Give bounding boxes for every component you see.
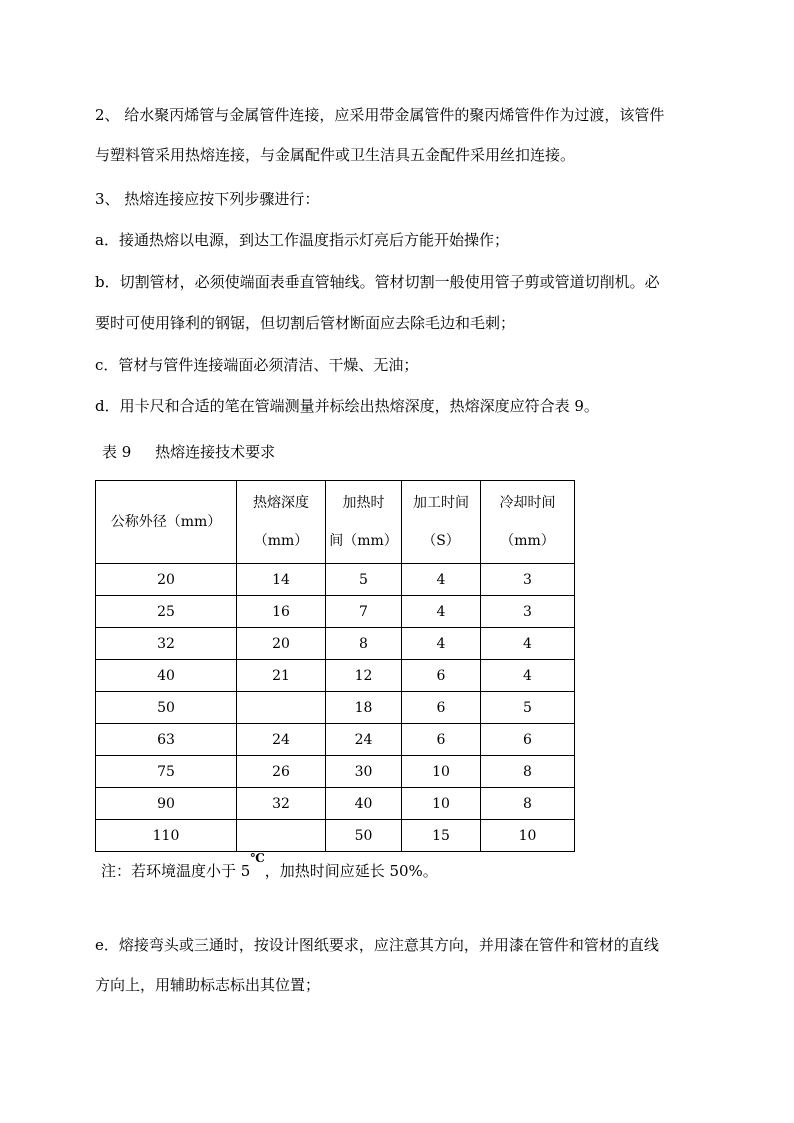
header-nominal-diameter: 公称外径（mm） [96,481,237,564]
cell-processing-time: 4 [402,628,481,660]
cell-fusion-depth: 16 [237,596,326,628]
fusion-spec-table [95,480,575,852]
cell-cooling-time: 8 [481,756,575,788]
paragraph-e-line-1: e．熔接弯头或三通时，按设计图纸要求，应注意其方向，并用漆在管件和管材的直线 [95,936,659,954]
header-fusion-depth: 热熔深度 （mm） [237,481,326,564]
table-row [96,724,575,756]
cell-processing-time: 6 [402,660,481,692]
table-header-row [96,481,575,564]
cell-heating-time: 18 [326,692,402,724]
cell-fusion-depth: 26 [237,756,326,788]
cell-cooling-time: 3 [481,596,575,628]
header-cooling-time: 冷却时间 （mm） [481,481,575,564]
header-heating-time: 加热时 间（mm） [326,481,402,564]
cell-cooling-time: 4 [481,660,575,692]
paragraph-b-line-2: 要时可使用锋利的钢锯，但切割后管材断面应去除毛边和毛刺； [95,314,516,332]
cell-nominal-diameter: 32 [96,628,237,660]
celsius-unit: ℃ [250,851,265,865]
cell-processing-time: 10 [402,756,481,788]
cell-nominal-diameter: 40 [96,660,237,692]
cell-nominal-diameter: 63 [96,724,237,756]
cell-fusion-depth: 24 [237,724,326,756]
table-row [96,660,575,692]
cell-processing-time: 6 [402,692,481,724]
paragraph-c: c．管材与管件连接端面必须清洁、干燥、无油； [95,356,419,374]
table-row [96,692,575,724]
cell-heating-time: 40 [326,788,402,820]
cell-fusion-depth: 20 [237,628,326,660]
cell-cooling-time: 5 [481,692,575,724]
cell-heating-time: 30 [326,756,402,788]
cell-processing-time: 6 [402,724,481,756]
cell-cooling-time: 3 [481,564,575,596]
paragraph-e-line-2: 方向上，用辅助标志标出其位置； [95,976,321,994]
cell-processing-time: 4 [402,596,481,628]
cell-processing-time: 10 [402,788,481,820]
cell-cooling-time: 10 [481,820,575,852]
table-row [96,788,575,820]
table-row [96,596,575,628]
cell-heating-time: 12 [326,660,402,692]
table-row [96,820,575,852]
cell-processing-time: 4 [402,564,481,596]
cell-heating-time: 5 [326,564,402,596]
paragraph-2-line-2: 与塑料管采用热熔连接，与金属配件或卫生洁具五金配件采用丝扣连接。 [95,146,576,164]
table-row [96,564,575,596]
paragraph-3: 3、 热熔连接应按下列步骤进行： [95,190,320,208]
cell-cooling-time: 8 [481,788,575,820]
cell-fusion-depth [237,692,326,724]
cell-cooling-time: 4 [481,628,575,660]
cell-nominal-diameter: 75 [96,756,237,788]
cell-fusion-depth: 32 [237,788,326,820]
cell-heating-time: 50 [326,820,402,852]
cell-nominal-diameter: 90 [96,788,237,820]
table-caption: 表 9 热熔连接技术要求 [102,443,276,461]
cell-fusion-depth: 14 [237,564,326,596]
table-note: 注：若环境温度小于 5℃，加热时间应延长 50%。 [101,851,438,880]
paragraph-a: a．接通热熔以电源，到达工作温度指示灯亮后方能开始操作； [95,231,509,249]
cell-heating-time: 8 [326,628,402,660]
cell-heating-time: 24 [326,724,402,756]
paragraph-d: d．用卡尺和合适的笔在管端测量并标绘出热熔深度，热熔深度应符合表 9。 [95,397,599,415]
paragraph-2-line-1: 2、 给水聚丙烯管与金属管件连接，应采用带金属管件的聚丙烯管件作为过渡，该管件 [95,106,665,124]
cell-fusion-depth: 21 [237,660,326,692]
cell-heating-time: 7 [326,596,402,628]
cell-nominal-diameter: 20 [96,564,237,596]
cell-nominal-diameter: 50 [96,692,237,724]
cell-processing-time: 15 [402,820,481,852]
paragraph-b-line-1: b．切割管材，必须使端面表垂直管轴线。管材切割一般使用管子剪或管道切削机。必 [95,273,660,291]
cell-nominal-diameter: 110 [96,820,237,852]
cell-fusion-depth [237,820,326,852]
cell-cooling-time: 6 [481,724,575,756]
header-processing-time: 加工时间 （S） [402,481,481,564]
cell-nominal-diameter: 25 [96,596,237,628]
table-row [96,628,575,660]
table-row [96,756,575,788]
